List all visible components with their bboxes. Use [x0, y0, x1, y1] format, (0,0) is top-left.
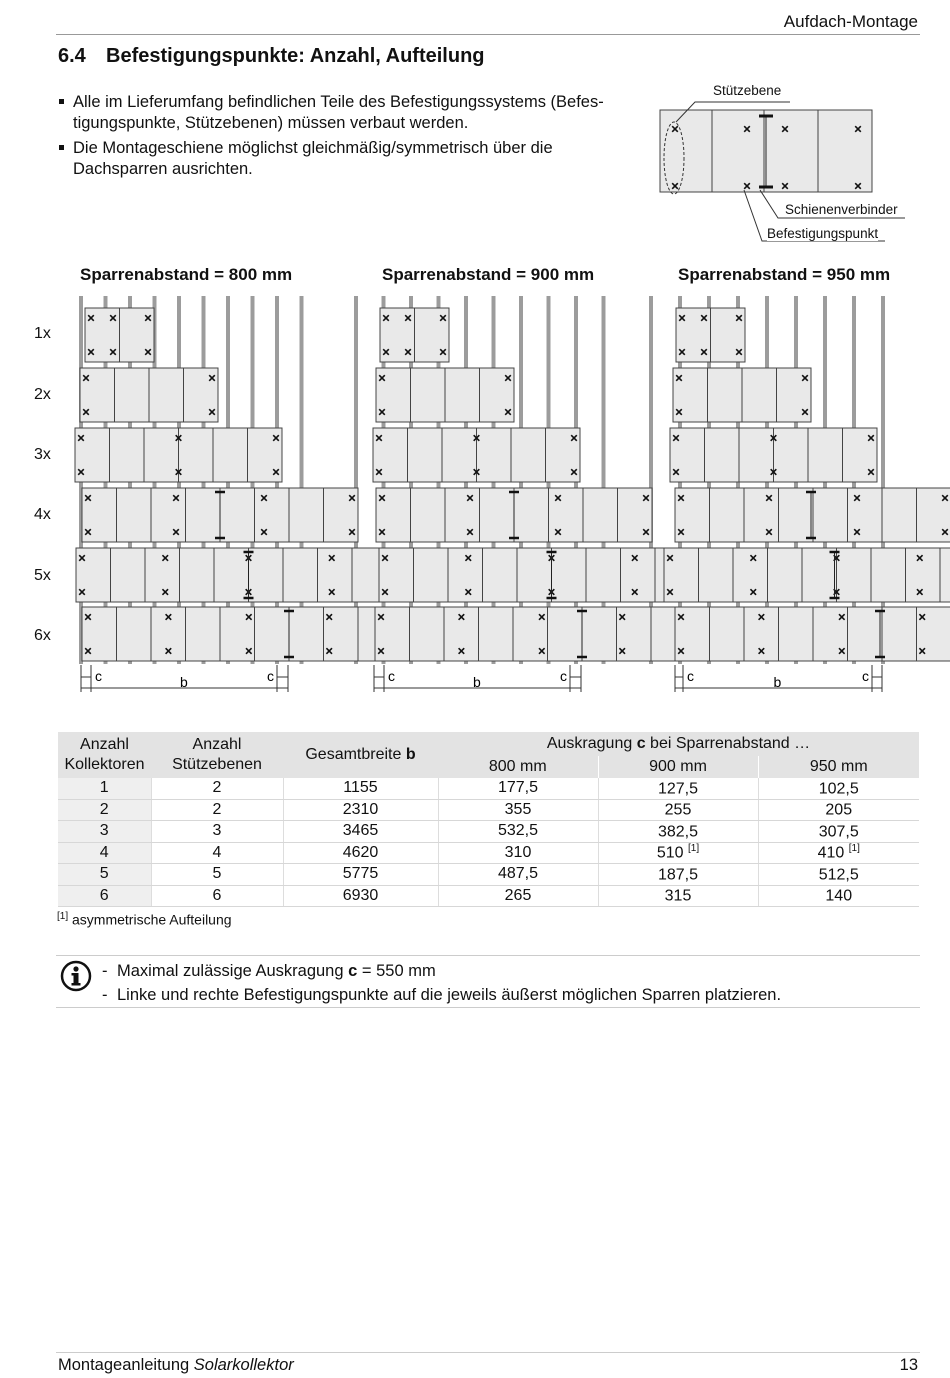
label-support-plane: Stützebene: [713, 83, 782, 98]
collector-panel: [117, 607, 152, 661]
collector-panel: [813, 488, 848, 542]
table-cell-stuetzebenen: 5: [151, 864, 283, 886]
dimension-group: [81, 665, 288, 692]
bullet-item: Die Montageschiene möglichst gleichmäßig/symmetrisch über die Dachsparren ausrichten.: [58, 138, 643, 180]
collector-panel: [779, 607, 814, 661]
dimension-label-c: c: [267, 668, 274, 684]
collector-panel: [214, 548, 249, 602]
table-cell-c800: 532,5: [438, 821, 598, 843]
table-row: [58, 864, 919, 886]
collector-panel: [213, 428, 248, 482]
collector-panel: [705, 428, 740, 482]
table-cell-c800: 265: [438, 885, 598, 907]
collector-panel: [511, 428, 546, 482]
row-label-3x: 3x: [34, 446, 51, 463]
collector-row-5: [664, 548, 950, 602]
collector-row-4: [82, 488, 358, 542]
bullet-item: Alle im Lieferumfang befindlichen Teile des Befestigungssystems (Befes-tigungspunkte, Stützebenen) müssen verbaut werden.: [58, 92, 643, 134]
header-support-planes: Anzahl Stützebenen: [151, 732, 283, 778]
header-divider: [56, 34, 920, 35]
collector-panel: [739, 428, 774, 482]
running-header: Aufdach-Montage: [783, 12, 918, 31]
collector-panel: [882, 607, 917, 661]
table-cell-stuetzebenen: 2: [151, 778, 283, 799]
page-number: 13: [899, 1356, 918, 1374]
header-900mm: 900 mm: [598, 756, 758, 778]
dimension-label-c: c: [560, 668, 567, 684]
collector-panel: [289, 488, 324, 542]
table-cell-c950: 307,5: [758, 821, 919, 843]
table-cell-c800: 355: [438, 799, 598, 821]
table-cell-stuetzebenen: 4: [151, 842, 283, 864]
row-label-5x: 5x: [34, 567, 51, 584]
collector-panel: [583, 488, 618, 542]
collector-row-1: [85, 308, 154, 362]
collector-panel: [445, 488, 480, 542]
collector-panel: [180, 548, 215, 602]
collector-panel: [549, 488, 584, 542]
collector-row-5: [76, 548, 421, 602]
collector-panel: [289, 607, 324, 661]
instruction-list: [58, 92, 643, 184]
table-cell-breite: 2310: [283, 799, 438, 821]
table-cell-c800: 310: [438, 842, 598, 864]
collector-panel: [848, 488, 883, 542]
collector-panel: [255, 488, 290, 542]
row-label-2x: 2x: [34, 386, 51, 403]
section-title: [58, 45, 485, 68]
collector-panel: [513, 607, 548, 661]
collector-panel: [483, 548, 518, 602]
row-label-1x: 1x: [34, 325, 51, 342]
collector-panel: [414, 548, 449, 602]
collector-panel: [813, 607, 848, 661]
collector-panel: [479, 607, 514, 661]
collector-row-6: [675, 607, 950, 661]
collector-panel: [848, 607, 883, 661]
collector-panel: [179, 428, 214, 482]
collector-panel: [255, 607, 290, 661]
collector-panel: [411, 368, 446, 422]
table-cell-c900: 510 [1]: [598, 842, 758, 864]
mounting-overview-diagram: [640, 78, 910, 248]
dimension-label-b: b: [773, 674, 782, 690]
table-cell-breite: 6930: [283, 885, 438, 907]
table-cell-c900: 127,5: [598, 778, 758, 799]
collector-panel: [871, 548, 906, 602]
collector-panel: [186, 488, 221, 542]
info-icon: [60, 960, 92, 992]
collector-row-1: [380, 308, 449, 362]
row-label-6x: 6x: [34, 627, 51, 644]
collector-panel: [149, 368, 184, 422]
info-line-max-overhang: - Maximal zulässige Auskragung c = 550 mm: [102, 962, 436, 980]
dimension-lines: [81, 665, 882, 692]
table-cell-breite: 4620: [283, 842, 438, 864]
collector-panel: [774, 428, 809, 482]
table-cell-kollektoren: 6: [58, 885, 151, 907]
table-cell-c800: 177,5: [438, 778, 598, 799]
collector-row-3: [670, 428, 877, 482]
collector-panel: [111, 548, 146, 602]
section-number: 6.4: [58, 45, 86, 67]
table-cell-breite: 5775: [283, 864, 438, 886]
collector-row-4: [675, 488, 950, 542]
table-cell-c900: 255: [598, 799, 758, 821]
collector-panel: [186, 607, 221, 661]
collector-panel: [586, 548, 621, 602]
collector-panel: [410, 607, 445, 661]
table-cell-c800: 487,5: [438, 864, 598, 886]
section-heading: Befestigungspunkte: Anzahl, Aufteilung: [106, 45, 485, 67]
dimension-label-b: b: [473, 674, 481, 690]
column-title-800: Sparrenabstand = 800 mm: [80, 265, 293, 284]
collector-panel: [220, 607, 255, 661]
collector-row-1: [676, 308, 745, 362]
collector-panel: [408, 428, 443, 482]
collector-panel: [283, 548, 318, 602]
dimension-group: [675, 665, 882, 692]
info-line-placement: - Linke und rechte Befestigungspunkte auf die jeweils äußerst möglichen Sparren platzieren.: [102, 986, 782, 1004]
dimension-label-c: c: [862, 668, 869, 684]
table-cell-c950: 205: [758, 799, 919, 821]
info-box-top-rule: [56, 955, 920, 956]
collector-panel: [744, 488, 779, 542]
collector-panel: [837, 548, 872, 602]
table-cell-c900: 382,5: [598, 821, 758, 843]
collector-panel: [220, 488, 255, 542]
collector-panel: [477, 428, 512, 482]
header-950mm: 950 mm: [758, 756, 919, 778]
table-cell-breite: 1155: [283, 778, 438, 799]
footer-document-title: Montageanleitung Solarkollektor: [58, 1356, 294, 1374]
collector-panel: [768, 548, 803, 602]
collector-panel: [480, 488, 515, 542]
collector-panels: [75, 308, 950, 661]
table-cell-kollektoren: 5: [58, 864, 151, 886]
table-cell-c950: 512,5: [758, 864, 919, 886]
collector-panel: [699, 548, 734, 602]
column-title-900: Sparrenabstand = 900 mm: [382, 265, 595, 284]
table-row: [58, 821, 919, 843]
table-row: [58, 885, 919, 907]
collector-panel: [324, 607, 359, 661]
collector-panel: [742, 368, 777, 422]
header-total-width: Gesamtbreite b: [283, 732, 438, 778]
table-row: [58, 799, 919, 821]
fixing-points-table: [58, 732, 919, 907]
collector-panel: [710, 488, 745, 542]
collector-panel: [582, 607, 617, 661]
collector-panel: [548, 607, 583, 661]
collector-panel: [517, 548, 552, 602]
table-row: [58, 778, 919, 799]
collector-panel: [249, 548, 284, 602]
collector-panel: [144, 428, 179, 482]
table-cell-c900: 315: [598, 885, 758, 907]
collector-panel: [940, 548, 950, 602]
collector-row-2: [673, 368, 811, 422]
info-box-bottom-rule: [56, 1007, 920, 1008]
collector-row-3: [75, 428, 282, 482]
table-cell-kollektoren: 3: [58, 821, 151, 843]
header-collectors: Anzahl Kollektoren: [58, 732, 151, 778]
table-cell-breite: 3465: [283, 821, 438, 843]
collector-panel: [802, 548, 837, 602]
table-footnote: [1] asymmetrische Aufteilung: [57, 911, 232, 928]
collector-panel: [151, 607, 186, 661]
collector-panel: [411, 488, 446, 542]
collector-row-3: [373, 428, 580, 482]
collector-panel: [442, 428, 477, 482]
footer-divider: [56, 1352, 920, 1353]
collector-panel: [552, 548, 587, 602]
collector-panel: [151, 488, 186, 542]
dimension-label-b: b: [180, 674, 188, 690]
label-rail-connector: Schienenverbinder: [785, 202, 898, 217]
collector-panel: [882, 488, 917, 542]
collector-panel: [779, 488, 814, 542]
table-cell-kollektoren: 2: [58, 799, 151, 821]
collector-panel: [617, 607, 652, 661]
collector-panel: [514, 488, 549, 542]
row-label-4x: 4x: [34, 506, 51, 523]
collector-layout-diagram: [0, 290, 950, 700]
collector-row-4: [376, 488, 652, 542]
collector-panel: [710, 607, 745, 661]
dimension-label-c: c: [388, 668, 395, 684]
table-cell-stuetzebenen: 3: [151, 821, 283, 843]
table-cell-c950: 140: [758, 885, 919, 907]
table-cell-c900: 187,5: [598, 864, 758, 886]
collector-panel: [808, 428, 843, 482]
table-cell-c950: 102,5: [758, 778, 919, 799]
table-cell-kollektoren: 4: [58, 842, 151, 864]
table-cell-kollektoren: 1: [58, 778, 151, 799]
collector-row-2: [80, 368, 218, 422]
header-overhang-group: Auskragung c bei Sparrenabstand …: [438, 732, 919, 756]
collector-panel: [445, 368, 480, 422]
header-800mm: 800 mm: [438, 756, 598, 778]
collector-panel: [744, 607, 779, 661]
label-fixing-point: Befestigungspunkt: [767, 226, 879, 241]
dimension-label-c: c: [95, 668, 102, 684]
table-cell-c950: 410 [1]: [758, 842, 919, 864]
dimension-label-c: c: [687, 668, 694, 684]
collector-row-2: [376, 368, 514, 422]
dimension-group: [374, 665, 581, 692]
table-cell-stuetzebenen: 6: [151, 885, 283, 907]
collector-panel: [917, 488, 950, 542]
table-row: [58, 842, 919, 864]
collector-panel: [708, 368, 743, 422]
collector-panel: [115, 368, 150, 422]
collector-panel: [117, 488, 152, 542]
collector-panel: [444, 607, 479, 661]
column-title-950: Sparrenabstand = 950 mm: [678, 265, 891, 284]
collector-panel: [917, 607, 950, 661]
table-cell-stuetzebenen: 2: [151, 799, 283, 821]
collector-panel: [110, 428, 145, 482]
